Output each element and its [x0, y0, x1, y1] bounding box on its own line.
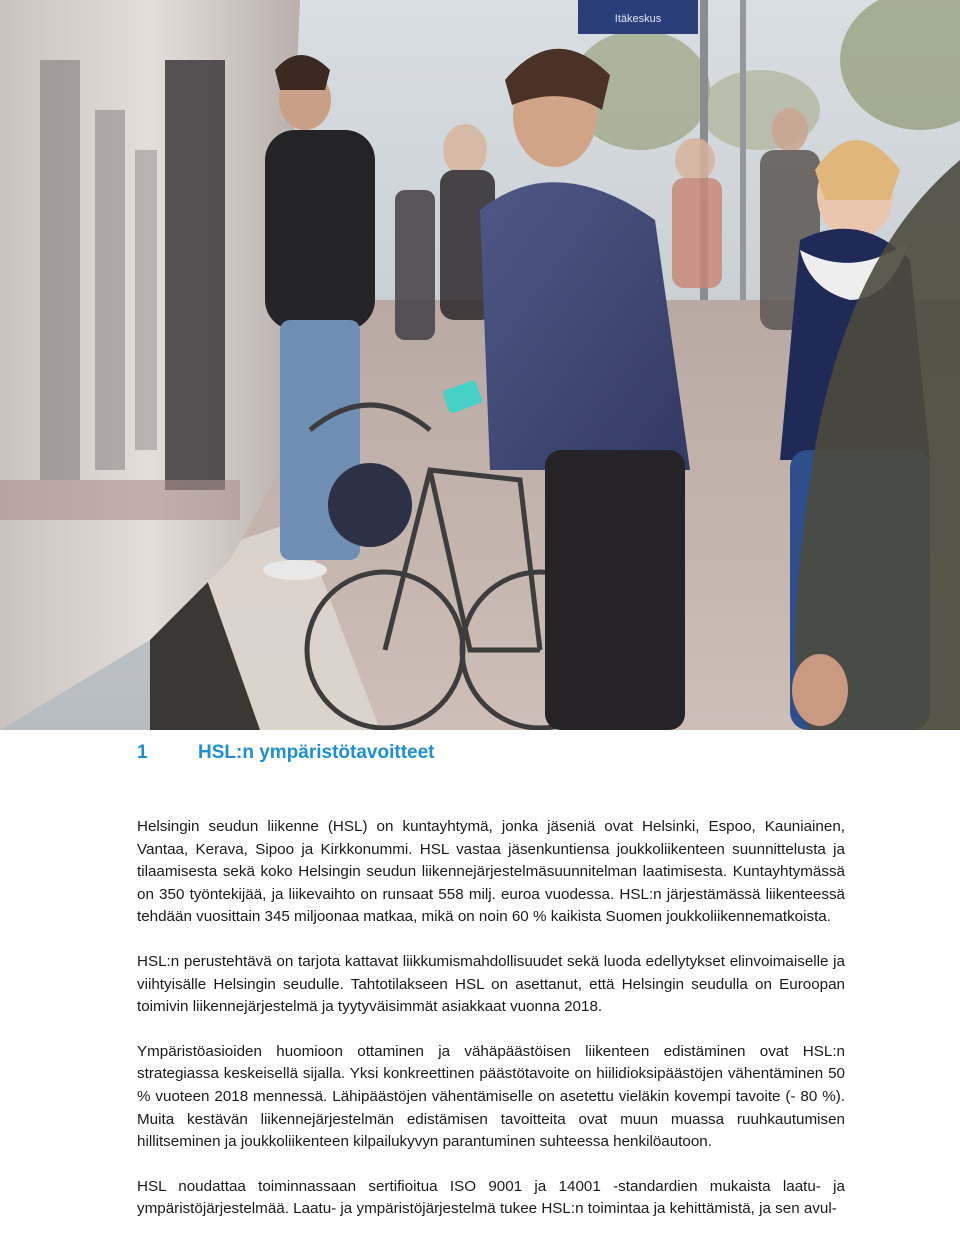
body-text: [137, 816, 845, 1243]
station-sign-text: Itäkeskus: [614, 13, 662, 25]
paragraph-environment: Ympäristöasioiden huomioon ottaminen ja vähäpäästöisen liikenteen edistäminen ovat HSL:n strategiassa keskeisellä sijalla. Yksi konkreettinen päästötavoite on hiilidioksipäästöjen vähentäminen 50 % vuoteen 2018 mennessä. Lähipäästöjen vähentämiselle on asetettu vieläkin kovempi tavoite (- 80 %). Muita kestävän liikennejärjestelmän edistämisen tavoitteita ovat muun muassa ruuhkautumisen hillitseminen ja joukkoliikenteen kilpailukyvyn parantuminen suhteessa henkilöautoon.: [137, 1042, 845, 1151]
helmet: [328, 463, 412, 547]
paragraph-intro: Helsingin seudun liikenne (HSL) on kuntayhtymä, jonka jäseniä ovat Helsinki, Espoo, Kauniainen, Vantaa, Kerava, Sipoo ja Kirkkonummi. HSL vastaa jäsenkuntiensa joukkoliikenteen suunnittelusta ja tilaamisesta sekä koko Helsingin seudun liikennejärjestelmäsuunnitelman laatimisesta. Kuntayhtymässä on 350 työntekijää, ja liikevaihto on runsaat 558 milj. euroa vuodessa. HSL:n järjestämässä liikenteessä tehdään vuosittain 345 miljoonaa matkaa, mikä on noin 60 % kaikista Suomen joukkoliikennematkoista.: [137, 818, 845, 926]
paragraph-quality-system: HSL noudattaa toiminnassaan sertifioitua ISO 9001 ja 14001 -standardien mukaista laatu- ja ympäristöjärjestelmää. Laatu- ja ympäristöjärjestelmä tukee HSL:n toimintaa ja kehittämistä, ja sen avul-: [137, 1177, 845, 1218]
paragraph-mission: HSL:n perustehtävä on tarjota kattavat liikkumismahdollisuudet sekä luoda edellytykset elinvoimaiselle ja viihtyisälle Helsingin seudulle. Tahtotilakseen HSL on asettanut, että Helsingin seudulla on Euroopan toimivin liikennejärjestelmä ja tyytyväisimmät asiakkaat vuonna 2018.: [137, 952, 845, 1016]
section-number: 1: [137, 742, 148, 763]
section-title: HSL:n ympäristötavoitteet: [198, 742, 435, 763]
section-heading: [137, 738, 897, 768]
